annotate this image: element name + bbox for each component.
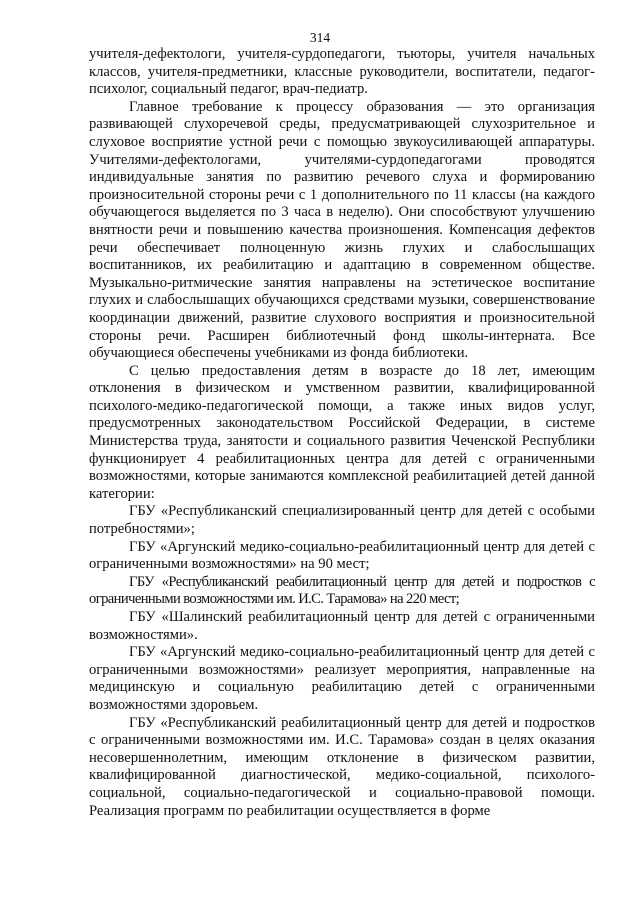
- body-text: [89, 46, 595, 820]
- page-number: 314: [309, 30, 331, 45]
- paragraph-rehabilitation-centers-intro: С целью предоставления детям в возрасте до 18 лет, имеющим отклонения в физическом и умственном развитии, квалифицированной психолого-медико-педагогической помощи, а также иных видов услуг, предусмотренных законодательством Российской Федерации, в системе Министерства труда, занятости и социального развития Чеченской Республики функционирует 4 реабилитационных центра для детей с ограниченными возможностями, которые занимаются комплексной реабилитацией детей данной категории:: [89, 362, 595, 502]
- paragraph-education-requirements: Главное требование к процессу образования — это организация развивающей слухоречевой среды, предусматривающей слухозрительное и слуховое восприятие устной речи с помощью звукоусиливающей аппаратуры. Учителями-дефектологами, учителями-сурдопедагогами проводятся индивидуальные занятия по развитию речевого слуха и формированию произносительной стороны речи с 1 дополнительного по 11 классы (на каждого обучающегося выделяется по 3 часа в неделю). Они способствуют улучшению внятности речи и повышению качества произношения. Компенсация дефектов речи обеспечивает полноценную жизнь глухих и слабослышащих воспитанников, их реабилитацию и адаптацию в современном обществе. Музыкально-ритмические занятия направлены на эстетическое воспитание глухих и слабослышащих обучающихся средствами музыки, совершенствование координации движений, развитие слухового восприятия и произносительной стороны речи. Расширен библиотечный фонд школы-интерната. Все обучающиеся обеспечены учебниками из фонда библиотеки.: [89, 98, 595, 362]
- paragraph-continuation: учителя-дефектологи, учителя-сурдопедагоги, тьюторы, учителя начальных классов, учителя-предметники, классные руководители, воспитатели, педагог-психолог, социальный педагог, врач-педиатр.: [89, 46, 595, 98]
- list-item-center-shali: ГБУ «Шалинский реабилитационный центр для детей с ограниченными возможностями».: [89, 609, 595, 643]
- list-item-center-argun: ГБУ «Аргунский медико-социально-реабилитационный центр для детей с ограниченными возможностями» на 90 мест;: [89, 538, 595, 573]
- paragraph-taramov-center: ГБУ «Республиканский реабилитационный центр для детей и подростков с ограниченными возможностями им. И.С. Тарамова» создан в целях оказания несовершеннолетним, имеющим отклонение в физическом развитии, квалифицированной диагностической, медико-социальной, психолого-социальной, социально-педагогической и социально-правовой помощи. Реализация программ по реабилитации осуществляется в форме: [89, 714, 595, 819]
- list-item-center-taramov: ГБУ «Республиканский реабилитационный центр для детей и подростков с ограниченными возможностями им. И.С. Тарамова» на 220 мест;: [89, 573, 595, 608]
- paragraph-argun-center: ГБУ «Аргунский медико-социально-реабилитационный центр для детей с ограниченными возможностями» реализует мероприятия, направленные на медицинскую и социальную реабилитацию детей с ограниченными возможностями здоровьем.: [89, 644, 595, 713]
- list-item-center-special-needs: ГБУ «Республиканский специализированный центр для детей с особыми потребностями»;: [89, 503, 595, 538]
